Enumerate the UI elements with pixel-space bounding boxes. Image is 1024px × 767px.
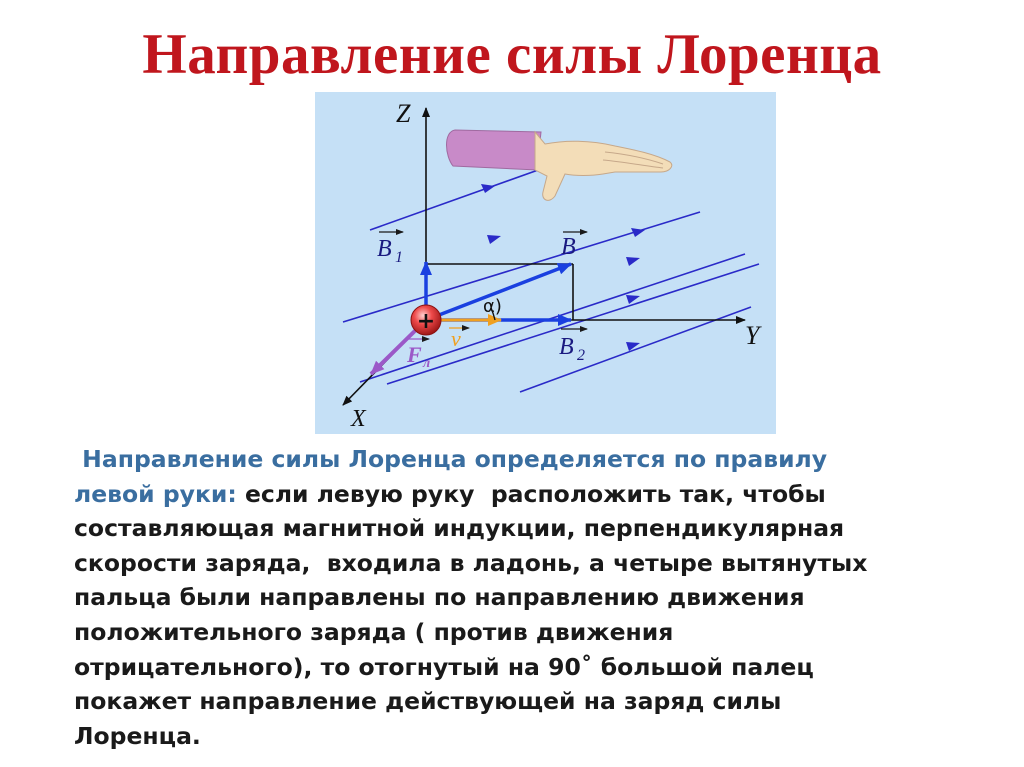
- body-text: Лоренца.: [74, 721, 201, 750]
- lorentz-force-diagram: [315, 92, 776, 434]
- sleeve: [447, 130, 542, 170]
- x-axis-label: X: [351, 406, 366, 432]
- f-label-main: F: [407, 342, 422, 367]
- body-text: покажет направление действующей на заряд силы: [74, 687, 782, 716]
- field-line: [343, 212, 700, 322]
- body-text: пальца были направлены по направлению движения: [74, 583, 805, 612]
- text-line: [74, 511, 954, 546]
- alpha-label: α): [483, 296, 502, 317]
- diagram-svg: [315, 92, 776, 434]
- body-text: отрицательного), то отогнутый на 90˚ большой палец: [74, 652, 814, 681]
- v-label: v: [451, 326, 461, 351]
- b2-label-main: B: [559, 334, 574, 360]
- b-label: B: [561, 234, 576, 260]
- y-axis-label: Y: [745, 321, 760, 350]
- body-text: скорости заряда, входила в ладонь, а четыре вытянутых: [74, 548, 868, 577]
- field-line: [370, 164, 555, 230]
- field-arrowhead: [626, 257, 640, 266]
- body-text: если левую руку расположить так, чтобы: [236, 479, 826, 508]
- field-arrowhead: [487, 235, 501, 244]
- lorentz-rule-paragraph: [74, 442, 954, 753]
- b1-label-sub: 1: [395, 249, 403, 266]
- text-line: [74, 684, 954, 719]
- text-line: [74, 546, 954, 581]
- b1-label-main: B: [377, 236, 392, 262]
- b2-label-sub: 2: [577, 347, 585, 364]
- text-line: [74, 719, 954, 754]
- highlight-text: левой руки:: [74, 479, 237, 508]
- text-line: [74, 442, 954, 477]
- highlight-text: Направление силы Лоренца определяется по правилу: [74, 445, 828, 473]
- slide-title: Направление силы Лоренца: [142, 23, 882, 86]
- text-line: [74, 477, 954, 512]
- z-axis-label: Z: [396, 99, 411, 128]
- body-text: положительного заряда ( против движения: [74, 617, 674, 646]
- text-line: [74, 650, 954, 685]
- body-text: составляющая магнитной индукции, перпендикулярная: [74, 514, 845, 543]
- text-line: [74, 615, 954, 650]
- charge-sign: +: [416, 309, 436, 334]
- text-line: [74, 580, 954, 615]
- f-label-sub: л: [423, 356, 431, 371]
